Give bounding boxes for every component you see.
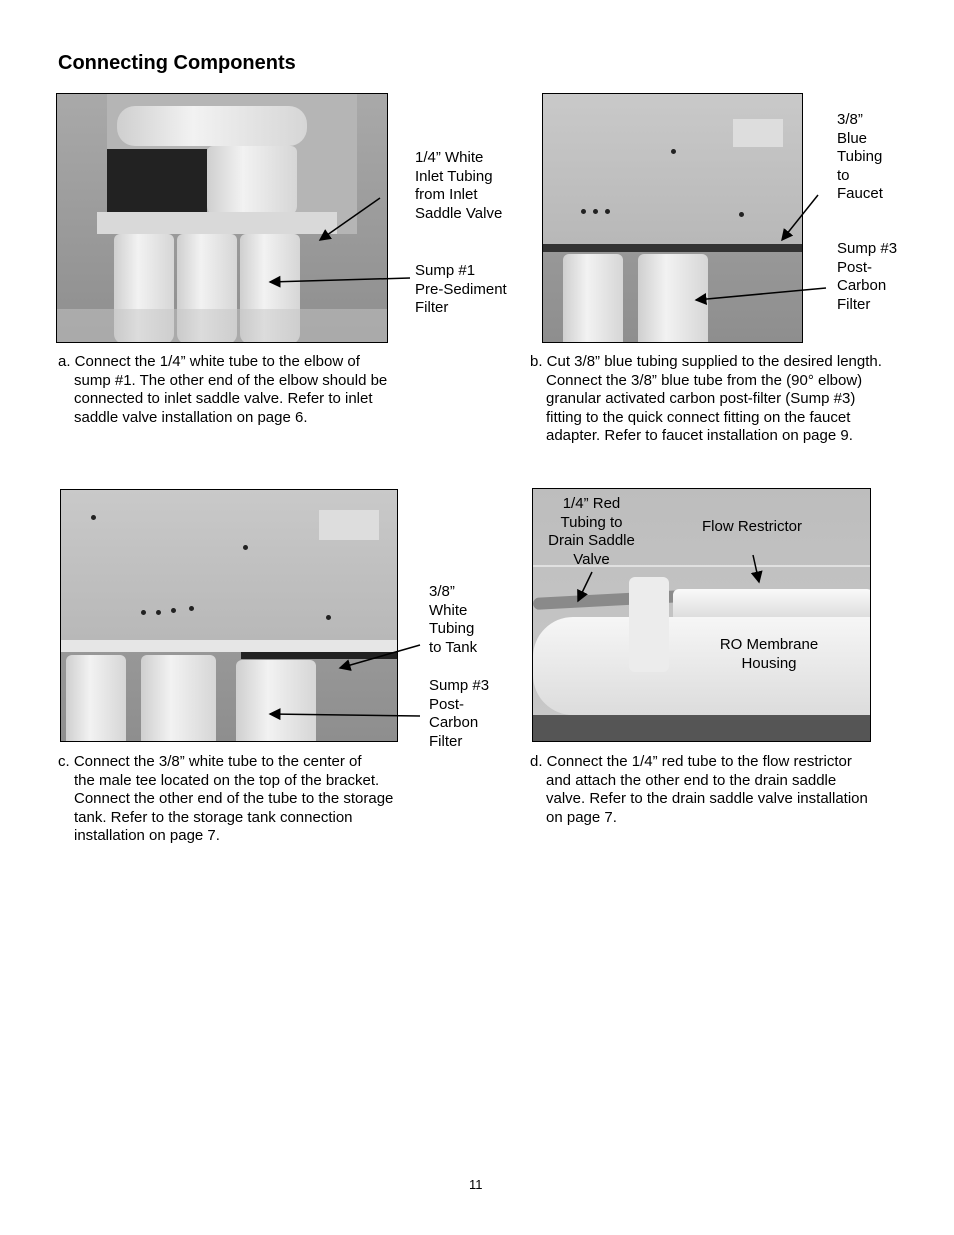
label-ro-membrane: RO Membrane Housing: [719, 636, 819, 672]
label-red-tubing: 1/4” Red Tubing to Drain Saddle Valve: [548, 495, 635, 568]
arrow-inlet-tubing: [320, 198, 380, 240]
label-blue-tubing: 3/8” Blue Tubing to Faucet: [837, 111, 883, 203]
arrow-flow-restrictor: [753, 555, 759, 582]
label-inlet-tubing: 1/4” White Inlet Tubing from Inlet Saddle Valve: [415, 149, 503, 222]
label-sump-3-b: Sump #3 Post- Carbon Filter: [837, 240, 898, 313]
arrow-blue-tubing: [782, 195, 818, 240]
caption-c: c. Connect the 3/8” white tube to the center of the male tee located on the top of the bracket. Connect the other end of the tube to the storage tank. Refer to the storage tank connection installation on page 7.: [58, 753, 394, 845]
arrow-sump-3-b: [696, 288, 826, 300]
arrow-white-tubing: [340, 645, 420, 668]
arrow-sump-3-c: [270, 714, 420, 716]
label-sump-1: Sump #1 Pre-Sediment Filter: [415, 262, 507, 317]
page-title: Connecting Components: [58, 52, 296, 74]
arrow-red-tubing: [578, 572, 592, 601]
caption-a: a. Connect the 1/4” white tube to the elbow of sump #1. The other end of the elbow should be connected to inlet saddle valve. Refer to inlet saddle valve installation on page 6.: [58, 353, 388, 426]
arrow-sump-1: [270, 278, 410, 282]
label-white-tubing: 3/8” White Tubing to Tank: [429, 583, 478, 656]
page-number: 11: [469, 1177, 483, 1192]
label-sump-3-c: Sump #3 Post- Carbon Filter: [429, 677, 490, 750]
label-flow-restrictor: Flow Restrictor: [702, 518, 803, 535]
caption-d: d. Connect the 1/4” red tube to the flow restrictor and attach the other end to the drain saddle valve. Refer to the drain saddle valve installation on page 7.: [530, 753, 868, 826]
caption-b: b. Cut 3/8” blue tubing supplied to the desired length. Connect the 3/8” blue tube from the (90° elbow) granular activated carbon post-filter (Sump #3) fitting to the quick connect fitting on the faucet adapter. Refer to faucet installation on page 9.: [530, 353, 882, 445]
